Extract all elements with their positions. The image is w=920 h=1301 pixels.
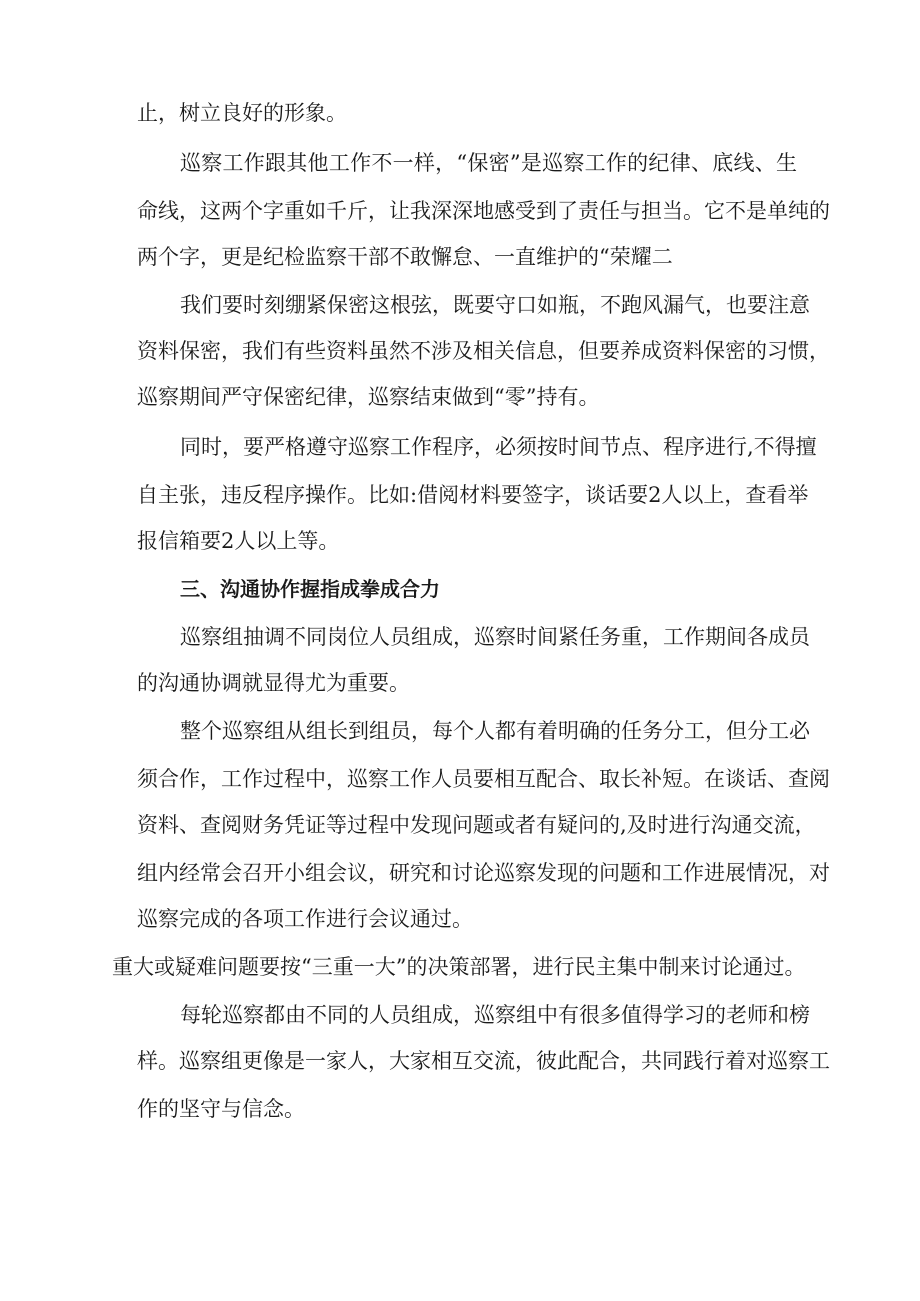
paragraph-line: 巡察工作跟其他工作不一样，“保密”是巡察工作的纪律、底线、生 xyxy=(180,151,797,175)
paragraph-line: 须合作，工作过程中，巡察工作人员要相互配合、取长补短。在谈话、查阅 xyxy=(137,767,830,791)
paragraph-line: 组内经常会召开小组会议，研究和讨论巡察发现的问题和工作进展情况，对 xyxy=(137,861,830,885)
paragraph-line: 巡察组抽调不同岗位人员组成，巡察时间紧任务重，工作期间各成员 xyxy=(180,625,810,649)
paragraph-line: 自主张，违反程序操作。比如:借阅材料要签字，谈话要2人以上，查看举 xyxy=(137,483,809,507)
paragraph-line: 我们要时刻绷紧保密这根弦，既要守口如瓶，不跑风漏气，也要注意 xyxy=(180,293,810,317)
paragraph-line: 重大或疑难问题要按“三重一大”的决策部署，进行民主集中制来讨论通过。 xyxy=(112,955,806,979)
paragraph-line: 同时，要严格遵守巡察工作程序，必须按时间节点、程序进行,不得擅 xyxy=(180,435,817,459)
paragraph-line: 作的坚守与信念。 xyxy=(137,1097,305,1121)
paragraph-line: 报信箱要2人以上等。 xyxy=(137,529,340,553)
paragraph-line: 资料保密，我们有些资料虽然不涉及相关信息，但要养成资料保密的习惯， xyxy=(137,339,830,363)
paragraph-line: 整个巡察组从组长到组员，每个人都有着明确的任务分工，但分工必 xyxy=(180,719,810,743)
paragraph-line: 止，树立良好的形象。 xyxy=(137,101,347,125)
paragraph-line: 每轮巡察都由不同的人员组成，巡察组中有很多值得学习的老师和榜 xyxy=(180,1003,810,1027)
paragraph-line: 的沟通协调就显得尤为重要。 xyxy=(137,671,410,695)
paragraph-line: 两个字，更是纪检监察干部不敢懈怠、一直维护的“荣耀二 xyxy=(137,245,673,269)
paragraph-line: 巡察期间严守保密纪律，巡察结束做到“零”持有。 xyxy=(137,385,600,409)
paragraph-line: 命线，这两个字重如千斤，让我深深地感受到了责任与担当。它不是单纯的 xyxy=(137,199,830,223)
paragraph-line: 巡察完成的各项工作进行会议通过。 xyxy=(137,907,473,931)
paragraph-line: 样。巡察组更像是一家人，大家相互交流，彼此配合，共同践行着对巡察工 xyxy=(137,1049,830,1073)
section-heading: 三、沟通协作握指成拳成合力 xyxy=(180,577,440,601)
paragraph-line: 资料、查阅财务凭证等过程中发现问题或者有疑问的,及时进行沟通交流， xyxy=(137,813,816,837)
